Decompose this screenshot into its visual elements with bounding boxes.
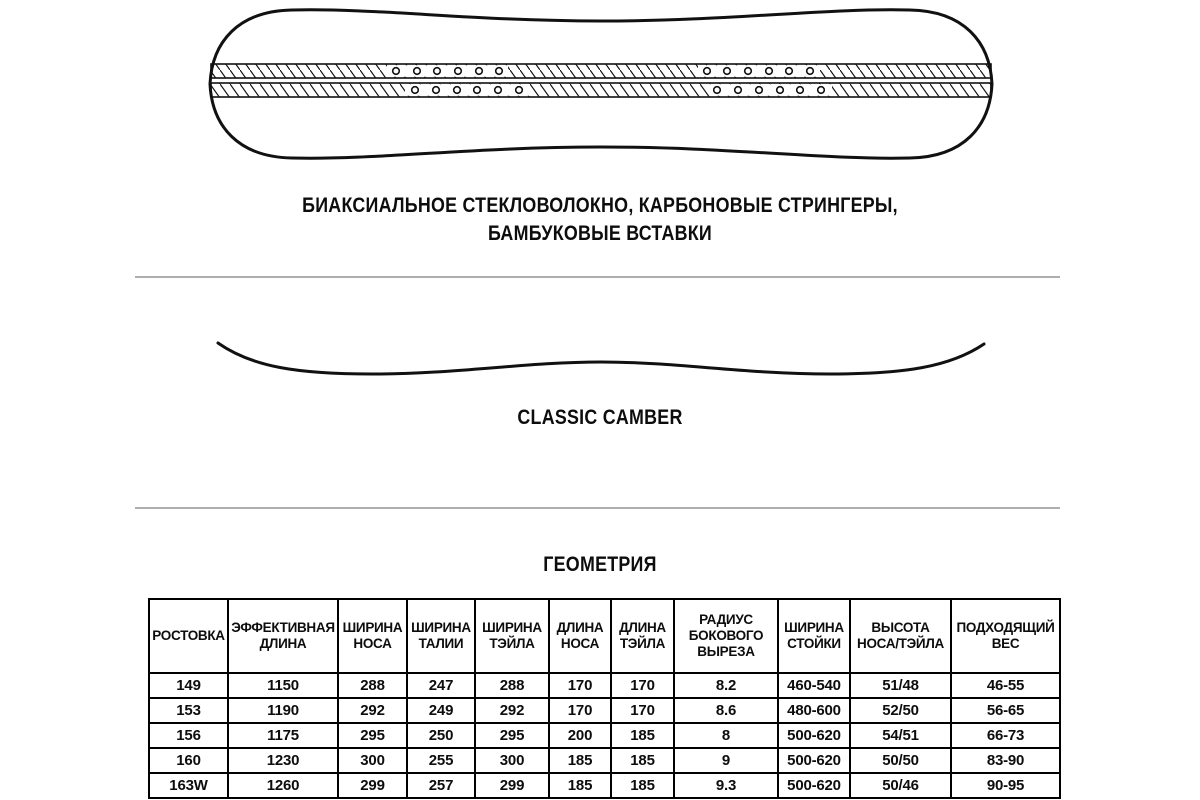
table-cell: 90-95 [951,773,1060,798]
table-cell: 255 [407,748,475,773]
col-header-waist-width: ШИРИНА ТАЛИИ [407,599,475,673]
table-cell: 8.6 [674,698,778,723]
table-cell: 300 [475,748,549,773]
divider-bottom [135,507,1060,509]
table-cell: 292 [338,698,407,723]
table-cell: 295 [338,723,407,748]
table-cell: 54/51 [850,723,951,748]
table-cell: 480-600 [778,698,850,723]
table-cell: 500-620 [778,723,850,748]
materials-caption-line1: БИАКСИАЛЬНОЕ СТЕКЛОВОЛОКНО, КАРБОНОВЫЕ СТРИНГЕРЫ, [302,194,898,217]
camber-profile-icon [218,343,984,374]
col-header-sidecut-radius: РАДИУС БОКОВОГО ВЫРЕЗА [674,599,778,673]
materials-caption-line2: БАМБУКОВЫЕ ВСТАВКИ [488,222,712,245]
table-cell: 170 [549,673,611,698]
table-cell: 200 [549,723,611,748]
table-cell: 250 [407,723,475,748]
table-cell: 8.2 [674,673,778,698]
table-cell: 257 [407,773,475,798]
table-cell: 185 [549,773,611,798]
table-row-153 [149,698,1060,723]
geometry-title: ГЕОМЕТРИЯ [543,553,657,576]
col-header-rider-weight: ПОДХОДЯЩИЙ ВЕС [951,599,1060,673]
table-cell: 460-540 [778,673,850,698]
table-cell: 66-73 [951,723,1060,748]
table-cell: 249 [407,698,475,723]
table-cell: 247 [407,673,475,698]
table-cell: 1190 [228,698,338,723]
table-row-160 [149,748,1060,773]
table-cell: 153 [149,698,228,723]
table-cell: 56-65 [951,698,1060,723]
table-cell: 170 [549,698,611,723]
table-cell: 9.3 [674,773,778,798]
header-row [149,599,1060,673]
divider-top [135,276,1060,278]
table-cell: 300 [338,748,407,773]
col-header-nose-width: ШИРИНА НОСА [338,599,407,673]
table-cell: 292 [475,698,549,723]
table-cell: 170 [611,673,674,698]
table-cell: 160 [149,748,228,773]
table-cell: 185 [549,748,611,773]
table-cell: 1260 [228,773,338,798]
table-row-156 [149,723,1060,748]
table-cell: 185 [611,723,674,748]
col-header-stance-width: ШИРИНА СТОЙКИ [778,599,850,673]
table-cell: 185 [611,773,674,798]
col-header-nose-tail-height: ВЫСОТА НОСА/ТЭЙЛА [850,599,951,673]
table-cell: 1150 [228,673,338,698]
insert-stripe-top [211,64,991,78]
table-cell: 8 [674,723,778,748]
table-cell: 288 [338,673,407,698]
table-cell: 9 [674,748,778,773]
table-cell: 500-620 [778,748,850,773]
col-header-tail-width: ШИРИНА ТЭЙЛА [475,599,549,673]
table-cell: 295 [475,723,549,748]
materials-caption [90,192,1110,248]
table-cell: 149 [149,673,228,698]
table-cell: 170 [611,698,674,723]
col-header-size: РОСТОВКА [149,599,228,673]
table-row-149 [149,673,1060,698]
table-cell: 163W [149,773,228,798]
table-cell: 1175 [228,723,338,748]
table-cell: 1230 [228,748,338,773]
col-header-nose-length: ДЛИНА НОСА [549,599,611,673]
col-header-tail-length: ДЛИНА ТЭЙЛА [611,599,674,673]
table-cell: 288 [475,673,549,698]
table-cell: 500-620 [778,773,850,798]
table-cell: 51/48 [850,673,951,698]
table-cell: 46-55 [951,673,1060,698]
table-cell: 52/50 [850,698,951,723]
table-cell: 83-90 [951,748,1060,773]
col-header-effective-length: ЭФФЕКТИВНАЯ ДЛИНА [228,599,338,673]
table-cell: 299 [475,773,549,798]
geometry-table [148,598,1061,799]
camber-caption: CLASSIC CAMBER [517,406,683,429]
table-cell: 156 [149,723,228,748]
snowboard-top-view-icon [210,10,992,158]
table-row-163w [149,773,1060,798]
table-cell: 299 [338,773,407,798]
table-cell: 185 [611,748,674,773]
table-cell: 50/50 [850,748,951,773]
insert-stripe-bottom [211,83,991,97]
table-cell: 50/46 [850,773,951,798]
